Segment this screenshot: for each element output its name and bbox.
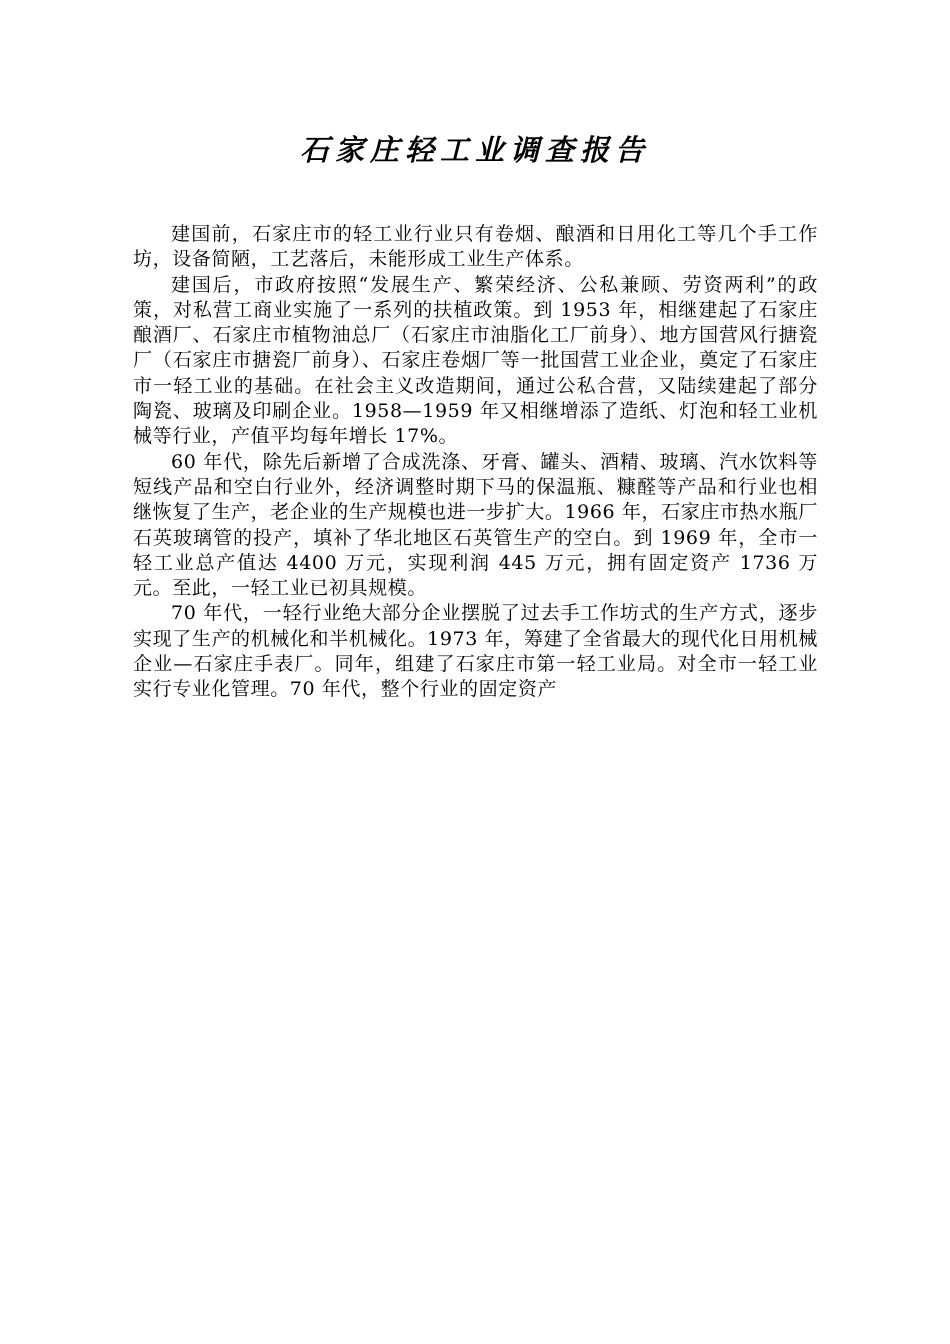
paragraph-post-liberation: 建国后，市政府按照“发展生产、繁荣经济、公私兼顾、劳资两利”的政策，对私营工商业实施了一系列的扶植政策。到 1953 年，相继建起了石家庄酿酒厂、石家庄市植物油总厂（石家庄市油脂化工厂前身）、地方国营风行搪瓷厂（石家庄市搪瓷厂前身）、石家庄卷烟厂等一批国营工业企业，奠定了石家庄市一轻工业的基础。在社会主义改造期间，通过公私合营，又陆续建起了部分陶瓷、玻璃及印刷企业。1958—1959 年又相继增添了造纸、灯泡和轻工业机械等行业，产值平均每年增长 17%。 [133,273,818,448]
document-title: 石家庄轻工业调查报告 [299,133,650,167]
paragraph-pre-liberation: 建国前，石家庄市的轻工业行业只有卷烟、酿酒和日用化工等几个手工作坊，设备简陋，工艺落后，未能形成工业生产体系。 [133,223,818,271]
paragraph-1970s: 70 年代，一轻行业绝大部分企业摆脱了过去手工作坊式的生产方式，逐步实现了生产的机械化和半机械化。1973 年，筹建了全省最大的现代化日用机械企业—石家庄手表厂。同年，组建了石家庄市第一轻工业局。对全市一轻工业实行专业化管理。70 年代，整个行业的固定资产 [133,602,818,701]
document-body [133,222,818,703]
paragraph-1960s: 60 年代，除先后新增了合成洗涤、牙膏、罐头、酒精、玻璃、汽水饮料等短线产品和空白行业外，经济调整时期下马的保温瓶、糠醛等产品和行业也相继恢复了生产，老企业的生产规模也进一步扩大。1966 年，石家庄市热水瓶厂石英玻璃管的投产，填补了华北地区石英管生产的空白。到 1969 年，全市一轻工业总产值达 4400 万元，实现利润 445 万元，拥有固定资产 1736 万元。至此，一轻工业已初具规模。 [133,450,818,600]
